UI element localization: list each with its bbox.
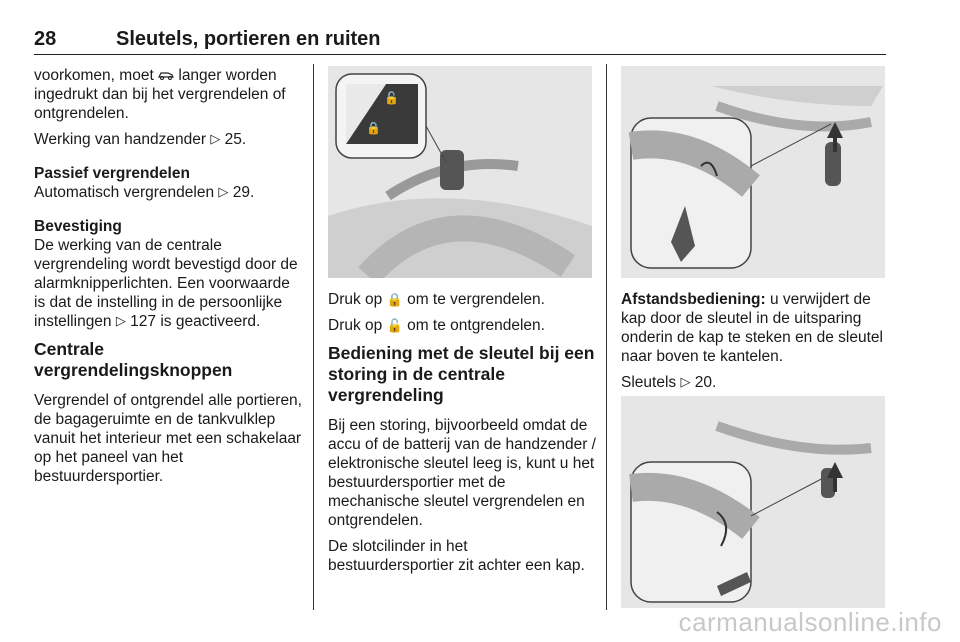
paragraph-failure: Bij een storing, bijvoorbeeld omdat de accu of de batterij van de handzender / elektronische sleutel leeg is, kunt u het bestuurdersportier met de mechanische sleutel vergrendelen en ontgrendelen. bbox=[328, 417, 596, 529]
column-left bbox=[34, 66, 302, 493]
paragraph-trunk: voorkomen, moet langer worden ingedrukt dan bij het vergrendelen of ontgrendelen. bbox=[34, 67, 286, 122]
paragraph-remote-cap: Afstandsbediening: u verwijdert de kap door de sleutel in de uitsparing onderin de kap te steken en de sleutel naar boven te kantelen. bbox=[621, 291, 883, 365]
header-rule bbox=[34, 54, 886, 55]
section-title: Sleutels, portieren en ruiten bbox=[116, 28, 381, 50]
paragraph-keys: Sleutels ▷ 20. bbox=[621, 374, 717, 391]
column-right bbox=[621, 290, 889, 399]
column-divider-2 bbox=[606, 64, 607, 610]
svg-text:🔓: 🔓 bbox=[384, 91, 399, 105]
trunk-icon bbox=[158, 69, 174, 81]
column-divider-1 bbox=[313, 64, 314, 610]
paragraph-central: Vergrendel of ontgrendel alle portieren, de bagageruimte en de tankvulklep vanuit het interieur met een schakelaar op het paneel van het bestuurdersportier. bbox=[34, 392, 302, 485]
paragraph-confirm: Bevestiging De werking van de centrale vergrendeling wordt bevestigd door de alarmknipperlichten. Een voorwaarde is dat de instelling in de persoonlijke instellingen ▷ 127 is geactiveerd. bbox=[34, 217, 302, 331]
illustration-door-handle-cap bbox=[621, 66, 885, 278]
heading-central-lock: Centrale vergrendelingsknoppen bbox=[34, 339, 233, 380]
lock-icon: 🔒 bbox=[386, 292, 403, 307]
subheading-passive: Passief vergrendelen bbox=[34, 165, 190, 182]
paragraph-unlock: Druk op 🔓 om te ontgrendelen. bbox=[328, 317, 545, 334]
svg-text:🔒: 🔒 bbox=[366, 121, 381, 135]
page-reference[interactable]: 29. bbox=[232, 184, 255, 201]
page-number: 28 bbox=[34, 28, 57, 50]
page-reference[interactable]: 20. bbox=[694, 374, 717, 391]
reference-arrow-icon: ▷ bbox=[680, 374, 691, 389]
page-header bbox=[34, 28, 886, 52]
illustration-door-switch bbox=[328, 66, 592, 278]
subheading-confirm: Bevestiging bbox=[34, 218, 122, 235]
paragraph-lock: Druk op 🔒 om te vergrendelen. bbox=[328, 291, 545, 308]
paragraph-passive: Passief vergrendelen Automatisch vergrendelen ▷ 29. bbox=[34, 164, 302, 202]
paragraph-cylinder: De slotcilinder in het bestuurdersportier zit achter een kap. bbox=[328, 538, 585, 574]
label-remote: Afstandsbediening: bbox=[621, 291, 766, 308]
illustration-key-in-cap bbox=[621, 396, 885, 608]
reference-arrow-icon: ▷ bbox=[218, 184, 229, 199]
reference-arrow-icon: ▷ bbox=[210, 131, 221, 146]
page-reference[interactable]: 127 bbox=[130, 313, 157, 330]
reference-arrow-icon: ▷ bbox=[115, 313, 126, 328]
heading-key-failure: Bediening met de sleutel bij een storing in de centrale vergrendeling bbox=[328, 343, 595, 405]
page-reference[interactable]: 25. bbox=[224, 131, 247, 148]
column-middle bbox=[328, 290, 596, 582]
paragraph-remote: Werking van handzender ▷ 25. bbox=[34, 131, 247, 148]
unlock-icon: 🔓 bbox=[386, 318, 403, 333]
watermark: carmanualsonline.info bbox=[678, 607, 942, 637]
